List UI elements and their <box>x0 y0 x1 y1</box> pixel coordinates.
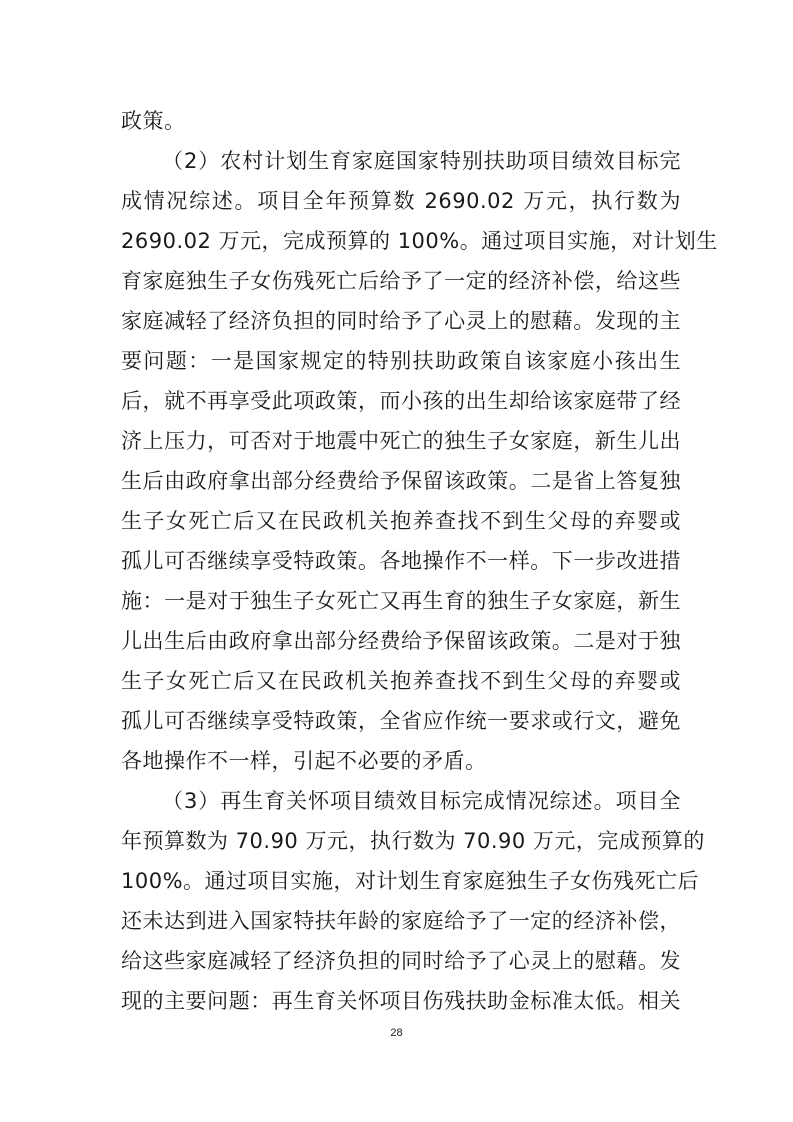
text-line: 各地操作不一样，引起不必要的矛盾。 <box>121 749 487 773</box>
page-number: 28 <box>390 1027 403 1039</box>
text-line: 现的主要问题：再生育关怀项目伤残扶助金标准太低。相关 <box>121 989 681 1013</box>
text-line: 施：一是对于独生子女死亡又再生育的独生子女家庭，新生 <box>121 589 681 613</box>
text-line: （2）农村计划生育家庭国家特别扶助项目绩效目标完 <box>162 149 681 173</box>
text-line: 后，就不再享受此项政策，而小孩的出生却给该家庭带了经 <box>121 389 681 413</box>
text-line: 100%。通过项目实施，对计划生育家庭独生子女伤残死亡后 <box>121 869 700 893</box>
text-line: 生子女死亡后又在民政机关抱养查找不到生父母的弃婴或 <box>121 509 681 533</box>
text-line: （3）再生育关怀项目绩效目标完成情况综述。项目全 <box>162 789 681 813</box>
text-line: 还未达到进入国家特扶年龄的家庭给予了一定的经济补偿， <box>121 909 681 933</box>
text-line: 政策。 <box>121 109 186 133</box>
text-line: 育家庭独生子女伤残死亡后给予了一定的经济补偿，给这些 <box>121 269 681 293</box>
text-line: 家庭减轻了经济负担的同时给予了心灵上的慰藉。发现的主 <box>121 309 681 333</box>
text-line: 济上压力，可否对于地震中死亡的独生子女家庭，新生儿出 <box>121 429 681 453</box>
text-line: 生后由政府拿出部分经费给予保留该政策。二是省上答复独 <box>121 469 681 493</box>
text-line: 儿出生后由政府拿出部分经费给予保留该政策。二是对于独 <box>121 629 681 653</box>
text-line: 给这些家庭减轻了经济负担的同时给予了心灵上的慰藉。发 <box>121 949 681 973</box>
text-line: 孤儿可否继续享受特政策，全省应作统一要求或行文，避免 <box>121 709 681 733</box>
text-line: 2690.02 万元，完成预算的 100%。通过项目实施，对计划生 <box>121 229 718 253</box>
text-line: 成情况综述。项目全年预算数 2690.02 万元，执行数为 <box>121 189 681 213</box>
text-line: 年预算数为 70.90 万元，执行数为 70.90 万元，完成预算的 <box>121 829 705 853</box>
text-line: 要问题：一是国家规定的特别扶助政策自该家庭小孩出生 <box>121 349 681 373</box>
text-line: 孤儿可否继续享受特政策。各地操作不一样。下一步改进措 <box>121 549 681 573</box>
text-line: 生子女死亡后又在民政机关抱养查找不到生父母的弃婴或 <box>121 669 681 693</box>
